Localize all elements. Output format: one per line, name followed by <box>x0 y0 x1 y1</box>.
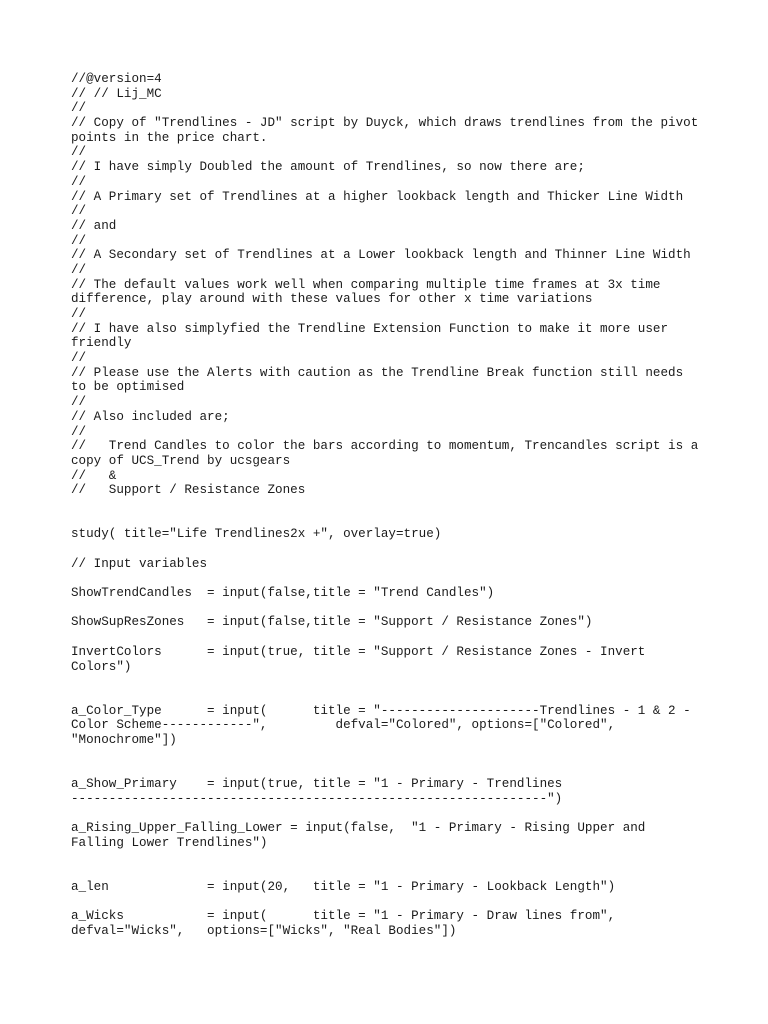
header-comment-line: friendly <box>71 336 132 351</box>
header-comment-line: points in the price chart. <box>71 130 268 145</box>
invert-colors-line-2: Colors") <box>71 659 132 674</box>
header-comment-line: //@version=4 <box>71 72 162 86</box>
a-color-type-line-3: "Monochrome"]) <box>71 732 177 747</box>
spacer <box>71 498 711 513</box>
spacer <box>71 542 711 557</box>
header-comment-line: // <box>71 204 87 219</box>
header-comment-line: copy of UCS_Trend by ucsgears <box>71 453 291 468</box>
header-comment-line: // & <box>71 468 117 483</box>
code-document <box>71 72 711 939</box>
header-comment-line: to be optimised <box>71 380 185 395</box>
header-comment-line: // <box>71 174 87 189</box>
spacer <box>71 748 711 763</box>
show-trend-candles-line: ShowTrendCandles = input(false,title = "Trend Candles") <box>71 586 495 601</box>
spacer <box>71 513 711 528</box>
spacer <box>71 630 711 645</box>
spacer <box>71 674 711 689</box>
header-comment-line: // Also included are; <box>71 409 230 424</box>
header-comment-line: // <box>71 101 87 116</box>
header-comment-line: // <box>71 233 87 248</box>
a-color-type-line-2: Color Scheme------------", defval="Colored", options=["Colored", <box>71 718 616 733</box>
a-color-type-line-1: a_Color_Type = input( title = "---------------------Trendlines - 1 & 2 - <box>71 703 691 718</box>
show-sup-res-zones-line: ShowSupResZones = input(false,title = "Support / Resistance Zones") <box>71 615 593 630</box>
header-comment-line: // Support / Resistance Zones <box>71 483 306 498</box>
header-comment-line: // The default values work well when comparing multiple time frames at 3x time <box>71 277 661 292</box>
header-comment-line: // <box>71 262 87 277</box>
header-comment-line: // Trend Candles to color the bars according to momentum, Trencandles script is a <box>71 439 699 454</box>
header-comment-block <box>71 72 711 498</box>
header-comment-line: // <box>71 424 87 439</box>
a-wicks-line-2: defval="Wicks", options=["Wicks", "Real Bodies"]) <box>71 923 457 938</box>
a-rising-upper-line-2: Falling Lower Trendlines") <box>71 835 268 850</box>
header-comment-line: // A Primary set of Trendlines at a higher lookback length and Thicker Line Width <box>71 189 684 204</box>
spacer <box>71 850 711 865</box>
spacer <box>71 689 711 704</box>
header-comment-line: // I have simply Doubled the amount of Trendlines, so now there are; <box>71 160 585 175</box>
spacer <box>71 895 711 910</box>
header-comment-line: // A Secondary set of Trendlines at a Lower lookback length and Thinner Line Width <box>71 248 691 263</box>
header-comment-line: // <box>71 351 87 366</box>
spacer <box>71 865 711 880</box>
spacer <box>71 601 711 616</box>
header-comment-line: // and <box>71 218 117 233</box>
a-show-primary-line-1: a_Show_Primary = input(true, title = "1 - Primary - Trendlines <box>71 777 563 791</box>
a-rising-upper-line-1: a_Rising_Upper_Falling_Lower = input(false, "1 - Primary - Rising Upper and <box>71 821 646 836</box>
spacer <box>71 806 711 821</box>
study-declaration: study( title="Life Trendlines2x +", overlay=true) <box>71 527 442 542</box>
input-variables-comment: // Input variables <box>71 556 208 571</box>
header-comment-line: // I have also simplyfied the Trendline Extension Function to make it more user <box>71 321 669 336</box>
spacer <box>71 762 711 777</box>
a-show-primary-line-2: ---------------------------------------------------------------") <box>71 791 563 806</box>
header-comment-line: // <box>71 395 87 410</box>
spacer <box>71 571 711 586</box>
header-comment-line: difference, play around with these values for other x time variations <box>71 292 593 307</box>
header-comment-line: // // Lij_MC <box>71 86 162 101</box>
header-comment-line: // <box>71 145 87 160</box>
header-comment-line: // Copy of "Trendlines - JD" script by Duyck, which draws trendlines from the pivot <box>71 116 699 131</box>
invert-colors-line-1: InvertColors = input(true, title = "Support / Resistance Zones - Invert <box>71 644 646 659</box>
a-len-line: a_len = input(20, title = "1 - Primary - Lookback Length") <box>71 879 616 894</box>
a-wicks-line-1: a_Wicks = input( title = "1 - Primary - Draw lines from", <box>71 909 616 924</box>
header-comment-line: // Please use the Alerts with caution as the Trendline Break function still needs <box>71 365 684 380</box>
header-comment-line: // <box>71 307 87 321</box>
